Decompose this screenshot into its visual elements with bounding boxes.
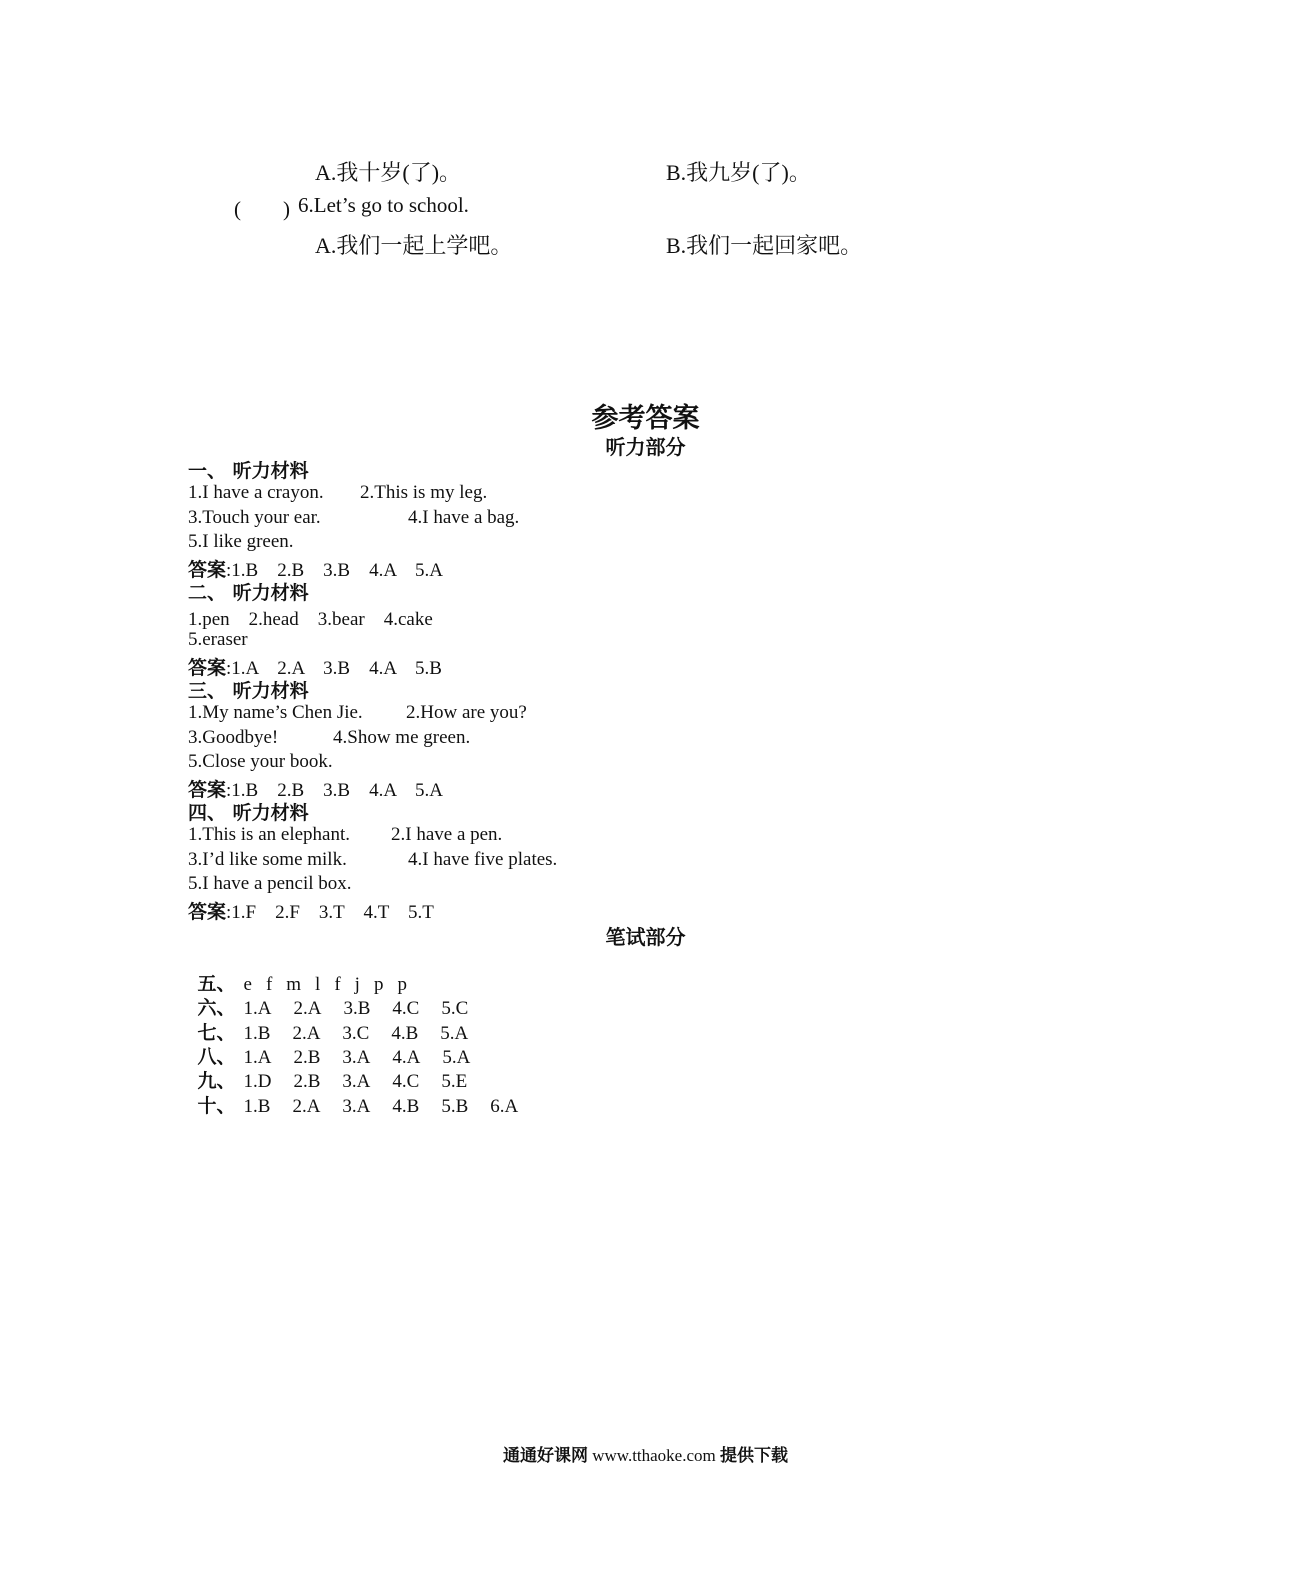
answer-values: :1.F 2.F 3.T 4.T 5.T [226, 902, 434, 923]
written-row-number: 八、 [197, 1046, 236, 1068]
written-value: e [243, 974, 252, 995]
written-value: f [265, 974, 273, 995]
section-2-line: 5.eraser [188, 629, 248, 650]
written-value: 3.A [342, 1071, 371, 1092]
section-1-heading: 一、 听力材料 [188, 460, 309, 482]
section-2-heading: 二、 听力材料 [188, 582, 309, 604]
written-value: 2.B [293, 1047, 321, 1068]
footer-url[interactable]: www.tthaoke.com [587, 1446, 721, 1465]
section-4-heading: 四、 听力材料 [188, 802, 309, 824]
answer-label: 答案 [188, 657, 227, 679]
section-3-line: 1.My name’s Chen Jie. [188, 702, 363, 723]
written-row-number: 九、 [197, 1070, 236, 1092]
q5-option-b: B.我九岁(了)。 [666, 160, 811, 185]
written-value: 3.B [343, 998, 371, 1019]
answer-label: 答案 [188, 779, 227, 801]
answer-values: :1.A 2.A 3.B 4.A 5.B [226, 658, 442, 679]
footer-suffix: 提供下载 [720, 1446, 789, 1466]
written-row-number: 十、 [197, 1095, 236, 1117]
answer-label: 答案 [188, 901, 227, 923]
written-value: 1.A [243, 1047, 272, 1068]
written-value: 1.B [243, 1096, 271, 1117]
written-value: 5.C [441, 998, 469, 1019]
written-value: 2.B [293, 1071, 321, 1092]
section-4-line: 5.I have a pencil box. [188, 873, 352, 894]
section-3-line: 3.Goodbye! [188, 727, 279, 748]
written-value: 3.A [342, 1096, 371, 1117]
q6-option-b: B.我们一起回家吧。 [666, 233, 863, 258]
section-4-line: 1.This is an elephant. [188, 824, 350, 845]
written-value: 5.E [441, 1071, 468, 1092]
written-value: 3.A [342, 1047, 371, 1068]
written-value: 1.A [243, 998, 272, 1019]
answer-label: 答案 [188, 559, 227, 581]
footer-site-name: 通通好课网 [502, 1446, 588, 1466]
written-row [188, 1069, 540, 1118]
written-value: 2.A [293, 998, 322, 1019]
q6-answer-paren: ( ) [234, 197, 290, 221]
written-value: m [286, 974, 302, 995]
written-value: 1.D [243, 1071, 272, 1092]
written-value: 5.B [441, 1096, 469, 1117]
section-1-line: 2.This is my leg. [360, 482, 488, 503]
written-value: p [373, 974, 384, 995]
page-footer [0, 1441, 1291, 1466]
written-row-number: 七、 [197, 1022, 236, 1044]
listening-title: 听力部分 [605, 435, 686, 459]
written-value: j [354, 974, 360, 995]
section-3-line: 4.Show me green. [333, 727, 471, 748]
answer-key-title: 参考答案 [591, 403, 700, 434]
written-value: 5.A [440, 1023, 469, 1044]
written-value: p [397, 974, 407, 995]
section-3-line: 5.Close your book. [188, 751, 333, 772]
written-value: 4.C [392, 1071, 420, 1092]
section-3-heading: 三、 听力材料 [188, 680, 309, 702]
section-4-line: 3.I’d like some milk. [188, 849, 347, 870]
written-value: 4.B [391, 1023, 419, 1044]
written-row-number: 六、 [197, 997, 236, 1019]
written-title: 笔试部分 [605, 925, 686, 949]
written-value: 5.A [442, 1047, 471, 1068]
section-1-line: 1.I have a crayon. [188, 482, 324, 503]
written-value: 1.B [243, 1023, 271, 1044]
written-value: l [315, 974, 321, 995]
written-value: 3.C [342, 1023, 370, 1044]
written-value: 2.A [292, 1023, 321, 1044]
written-row-number: 五、 [197, 973, 236, 995]
section-4-answer [188, 897, 434, 924]
answer-values: :1.B 2.B 3.B 4.A 5.A [226, 780, 443, 801]
q6-question: 6.Let’s go to school. [298, 193, 469, 217]
written-value: 6.A [490, 1096, 519, 1117]
written-value: 4.B [392, 1096, 420, 1117]
written-value: f [334, 974, 341, 995]
written-value: 2.A [292, 1096, 321, 1117]
answer-values: :1.B 2.B 3.B 4.A 5.A [226, 560, 443, 581]
section-4-line: 2.I have a pen. [391, 824, 503, 845]
section-1-line: 3.Touch your ear. [188, 507, 321, 528]
section-2-line: 1.pen 2.head 3.bear 4.cake [188, 609, 433, 630]
section-1-line: 4.I have a bag. [408, 507, 520, 528]
q5-option-a: A.我十岁(了)。 [315, 160, 462, 185]
q6-option-a: A.我们一起上学吧。 [315, 233, 513, 258]
written-value: 4.A [392, 1047, 421, 1068]
written-value: 4.C [392, 998, 420, 1019]
section-3-line: 2.How are you? [406, 702, 527, 723]
section-1-line: 5.I like green. [188, 531, 294, 552]
section-4-line: 4.I have five plates. [408, 849, 558, 870]
